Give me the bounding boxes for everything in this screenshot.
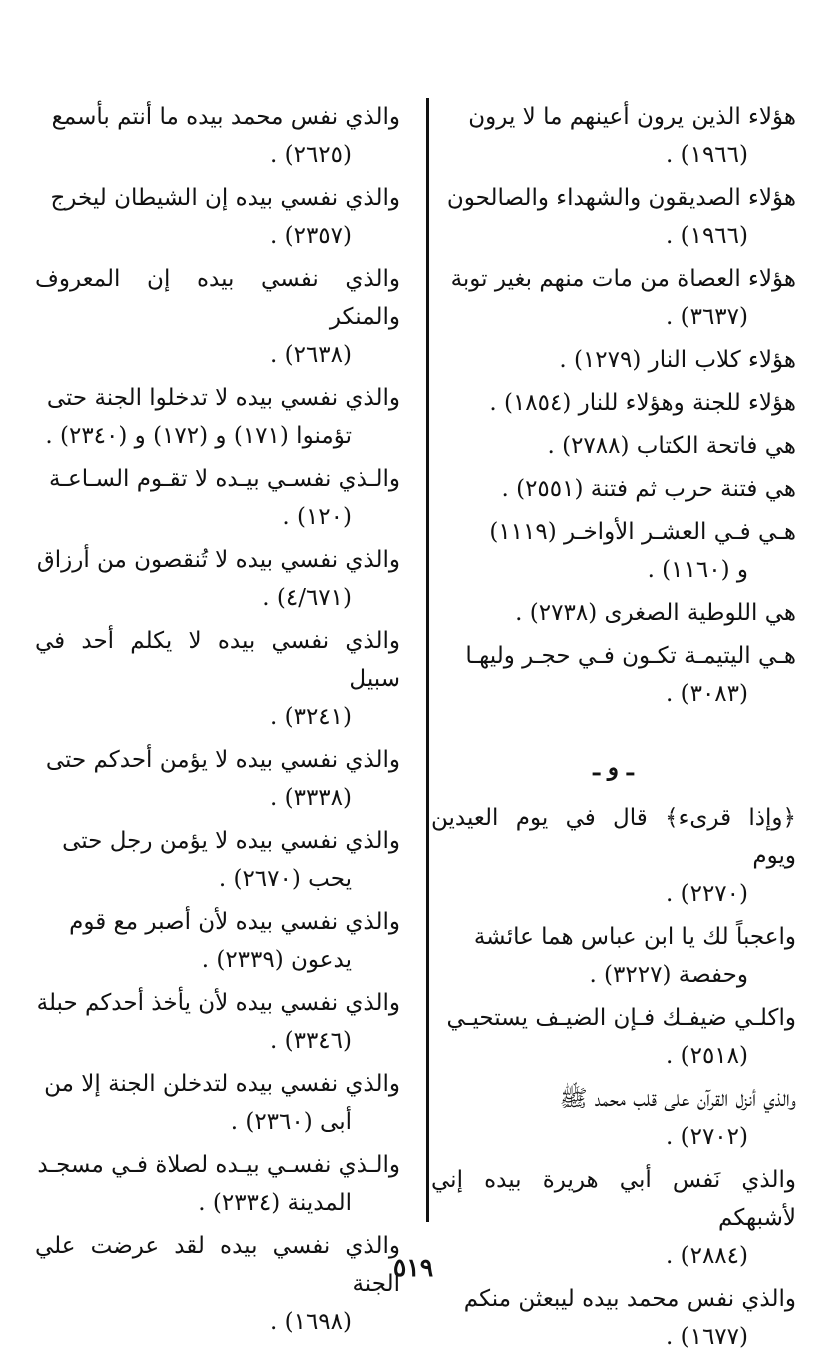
index-entry <box>431 1280 796 1356</box>
index-entry <box>35 541 400 617</box>
entry-reference: (٤/٦٧١) . <box>262 585 352 611</box>
section-letter-waw: ـ و ـ <box>593 754 634 781</box>
entry-reference: تؤمنوا (١٧١) و (١٧٢) و (٢٣٤٠) . <box>45 423 352 449</box>
entry-reference: (١٩٦٦) . <box>665 223 748 249</box>
entry-text: والذي نفس محمد بيده ليبعثن منكم <box>463 1286 796 1312</box>
index-entry <box>431 594 796 632</box>
entry-reference: (٣٣٣٨) . <box>269 785 352 811</box>
entry-text: والذي نفسي بيده لأن أصبر مع قوم <box>69 909 400 935</box>
entry-reference: وحفصة (٣٢٢٧) . <box>589 962 748 988</box>
entry-text: واعجباً لك يا ابن عباس هما عائشة <box>473 924 796 950</box>
index-entry <box>431 384 796 422</box>
entry-text: والذي نفس محمد بيده ما أنتم بأسمع <box>51 104 400 130</box>
entry-text: هـي اليتيمـة تكـون فـي حجـر وليهـا <box>465 643 796 669</box>
entry-text: والذي نفسي بيده لأن يأخذ أحدكم حبلة <box>36 990 400 1016</box>
entry-text: والذي نفسي بيده لا تُنقصون من أرزاق <box>36 547 400 573</box>
index-entry <box>35 379 400 455</box>
index-entry <box>35 179 400 255</box>
entry-text: هي فتنة حرب ثم فتنة (٢٥٥١) . <box>501 476 796 502</box>
index-entry <box>431 260 796 336</box>
index-column-right <box>431 98 796 1361</box>
index-entry <box>431 999 796 1075</box>
entry-text: هي فاتحة الكتاب (٢٧٨٨) . <box>547 433 796 459</box>
entry-text: هؤلاء الصديقون والشهداء والصالحون <box>446 185 796 211</box>
index-entry <box>431 341 796 379</box>
entry-reference: (٢٦٣٨) . <box>269 342 352 368</box>
entry-reference: (١٩٦٦) . <box>665 142 748 168</box>
entry-reference: (٣٠٨٣) . <box>665 681 748 707</box>
page-number: ٥١٩ <box>392 1253 434 1282</box>
entry-reference: (٢٨٨٤) . <box>665 1243 748 1269</box>
entry-reference: (٣٣٤٦) . <box>269 1028 352 1054</box>
index-entry <box>431 637 796 713</box>
column-divider <box>426 98 429 1222</box>
index-entry <box>431 799 796 913</box>
entry-text: هؤلاء للجنة وهؤلاء للنار (١٨٥٤) . <box>489 390 796 416</box>
entry-reference: (٢٥١٨) . <box>665 1043 748 1069</box>
index-entry <box>35 1146 400 1222</box>
index-entry <box>35 984 400 1060</box>
entry-text: والذي نفسي بيده إن الشيطان ليخرج <box>50 185 400 211</box>
index-entry <box>35 822 400 898</box>
index-entry <box>35 260 400 374</box>
entry-text: هـي فـي العشـر الأواخـر (١١١٩) <box>489 519 796 545</box>
entry-text: والذي نفسي بيده لا تدخلوا الجنة حتى <box>46 385 400 411</box>
entry-reference: المدينة (٢٣٣٤) . <box>198 1190 352 1216</box>
entry-reference: (٢٢٧٠) . <box>665 881 748 907</box>
entry-reference: (٢٦٢٥) . <box>269 142 352 168</box>
index-entry <box>431 98 796 174</box>
entry-text: والذي نَفس أبي هريرة بيده إني لأشبهكم <box>431 1167 796 1231</box>
index-entry <box>35 460 400 536</box>
entry-text: والذي نفسي بيده لا يكلم أحد في سبيل <box>35 628 400 692</box>
index-entry <box>35 622 400 736</box>
entry-text: والذي أنزل القرآن على قلب محمد ﷺ <box>559 1086 796 1112</box>
entry-text: هؤلاء العصاة من مات منهم بغير توبة <box>450 266 796 292</box>
entry-text: هؤلاء الذين يرون أعينهم ما لا يرون <box>468 104 796 130</box>
index-column-left <box>35 98 400 1346</box>
entry-reference: أبى (٢٣٦٠) . <box>230 1109 352 1135</box>
entry-reference: و (١١٦٠) . <box>647 557 748 583</box>
entry-text: والـذي نفسـي بيـده لا تقـوم السـاعـة <box>48 466 400 492</box>
index-entry <box>431 179 796 255</box>
entry-reference: (١٦٩٨) . <box>269 1309 352 1335</box>
index-entry <box>35 1065 400 1141</box>
entry-text: والذي نفسي بيده لا يؤمن أحدكم حتى <box>45 747 400 773</box>
entry-reference: (٢٣٥٧) . <box>269 223 352 249</box>
index-entry <box>431 470 796 508</box>
entry-reference: (٣٦٣٧) . <box>665 304 748 330</box>
index-entry <box>35 1227 400 1341</box>
index-entry <box>431 1080 796 1156</box>
entry-reference: (١٦٧٧) . <box>665 1324 748 1350</box>
entry-reference: (١٢٠) . <box>282 504 352 530</box>
entry-text: واكلـي ضيفـك فـإن الضيـف يستحيـي <box>446 1005 796 1031</box>
entry-text: والذي نفسي بيده لتدخلن الجنة إلا من <box>44 1071 400 1097</box>
entry-text: والـذي نفسـي بيـده لصلاة فـي مسجـد <box>37 1152 400 1178</box>
entry-text: ﴿وإذا قرىء﴾ قال في يوم العيدين ويوم <box>431 805 796 869</box>
index-entry <box>35 741 400 817</box>
index-entry <box>431 513 796 589</box>
entry-text: والذي نفسي بيده إن المعروف والمنكر <box>35 266 400 330</box>
index-entry <box>35 903 400 979</box>
index-entry <box>431 918 796 994</box>
entry-reference: (٢٧٠٢) . <box>665 1124 748 1150</box>
index-entry <box>431 427 796 465</box>
entry-text: هؤلاء كلاب النار (١٢٧٩) . <box>559 347 796 373</box>
entry-text: والذي نفسي بيده لا يؤمن رجل حتى <box>62 828 400 854</box>
index-entry <box>35 98 400 174</box>
entry-reference: يدعون (٢٣٣٩) . <box>201 947 352 973</box>
entry-reference: يحب (٢٦٧٠) . <box>218 866 352 892</box>
entry-reference: (٣٢٤١) . <box>269 704 352 730</box>
entry-text: والذي نفسي بيده لقد عرضت علي الجنة <box>35 1233 400 1297</box>
entry-text: هي اللوطية الصغرى (٢٧٣٨) . <box>515 600 796 626</box>
